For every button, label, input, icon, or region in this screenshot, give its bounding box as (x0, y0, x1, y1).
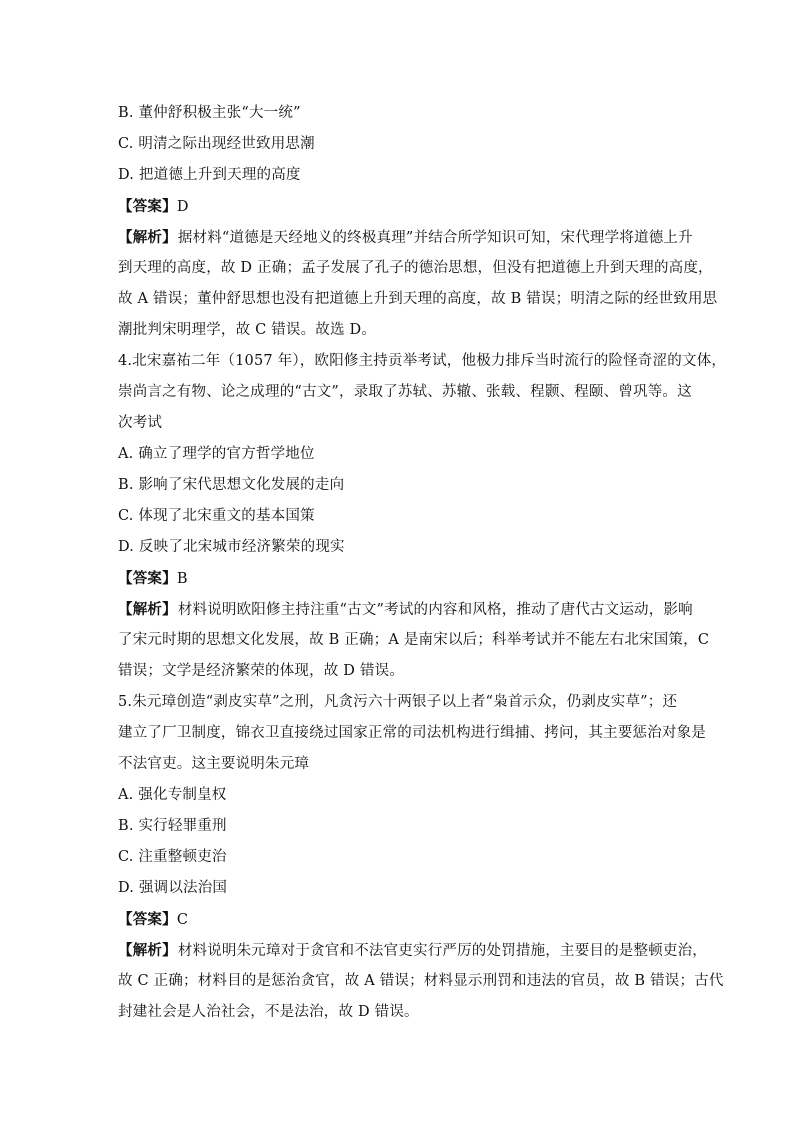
q4-option-d: D. 反映了北宋城市经济繁荣的现实 (118, 539, 345, 555)
analysis-tag: 【解析】 (118, 601, 177, 618)
q5-option-c: C. 注重整顿吏治 (118, 849, 227, 865)
q4-option-a: A. 确立了理学的官方哲学地位 (118, 446, 315, 462)
q5-option-a: A. 强化专制皇权 (118, 787, 227, 803)
q4-stem-line: 4.北宋嘉祐二年（1057 年），欧阳修主持贡举考试，他极力排斥当时流行的险怪奇涩的文体， (118, 353, 727, 369)
q3-analysis-line: 故 A 错误；董仲舒思想也没有把道德上升到天理的高度，故 B 错误；明清之际的经世致用思 (118, 291, 718, 307)
q5-answer (118, 904, 678, 935)
document-page (118, 98, 727, 1028)
q3-option-d: D. 把道德上升到天理的高度 (118, 167, 301, 183)
q4-stem-line: 次考试 (118, 415, 163, 431)
answer-tag: 【答案】 (118, 570, 177, 587)
q4-analysis-line: 了宋元时期的思想文化发展，故 B 正确；A 是南宋以后；科举考试并不能左右北宋国策，C (118, 632, 710, 648)
analysis-text: 材料说明欧阳修主持注重“古文”考试的内容和风格，推动了唐代古文运动，影响 (177, 602, 693, 618)
q5-option-b: B. 实行轻罪重刑 (118, 818, 227, 834)
q5-analysis-line: 故 C 正确；材料目的是惩治贪官，故 A 错误；材料显示刑罚和违法的官员，故 B 错误；古代 (118, 973, 724, 989)
q5-option-d: D. 强调以法治国 (118, 880, 228, 896)
q3-analysis-line: 潮批判宋明理学，故 C 错误。故选 D。 (118, 322, 377, 338)
q3-analysis-line: 到天理的高度，故 D 正确；孟子发展了孔子的德治思想，但没有把道德上升到天理的高度， (118, 260, 713, 276)
answer-tag: 【答案】 (118, 198, 177, 215)
answer-value: C (176, 912, 189, 928)
question-4 (118, 346, 727, 687)
q3-option-b: B. 董仲舒积极主张“大一统” (118, 105, 301, 121)
analysis-text: 据材料“道德是天经地义的终极真理”并结合所学知识可知，宋代理学将道德上升 (177, 230, 693, 246)
q4-stem-line: 崇尚言之有物、论之成理的“古文”，录取了苏轼、苏辙、张载、程颢、程颐、曾巩等。这 (118, 384, 692, 400)
q5-stem-line: 5.朱元璋创造“剥皮实草”之刑，凡贪污六十两银子以上者“枭首示众，仍剥皮实草”；还 (118, 694, 678, 710)
q4-option-b: B. 影响了宋代思想文化发展的走向 (118, 477, 345, 493)
q3-answer (118, 191, 678, 222)
answer-value: D (176, 199, 189, 215)
q3-analysis-line (118, 222, 693, 253)
q4-analysis-line: 错误；文学是经济繁荣的体现，故 D 错误。 (118, 663, 405, 679)
q3-option-c: C. 明清之际出现经世致用思潮 (118, 136, 315, 152)
q5-stem-line: 不法官吏。这主要说明朱元璋 (118, 756, 310, 772)
q4-answer (118, 563, 678, 594)
analysis-text: 材料说明朱元璋对于贪官和不法官吏实行严厉的处罚措施，主要目的是整顿吏治， (177, 943, 708, 959)
q4-option-c: C. 体现了北宋重文的基本国策 (118, 508, 315, 524)
q5-analysis-line (118, 935, 708, 966)
analysis-tag: 【解析】 (118, 942, 177, 959)
q5-stem-line: 建立了厂卫制度，锦衣卫直接绕过国家正常的司法机构进行缉捕、拷问，其主要惩治对象是 (118, 725, 706, 741)
answer-tag: 【答案】 (118, 911, 177, 928)
q5-analysis-line: 封建社会是人治社会，不是法治，故 D 错误。 (118, 1004, 419, 1020)
question-5 (118, 687, 724, 1028)
answer-value: B (176, 571, 188, 587)
question-3 (118, 98, 718, 346)
q4-analysis-line (118, 594, 693, 625)
analysis-tag: 【解析】 (118, 229, 177, 246)
